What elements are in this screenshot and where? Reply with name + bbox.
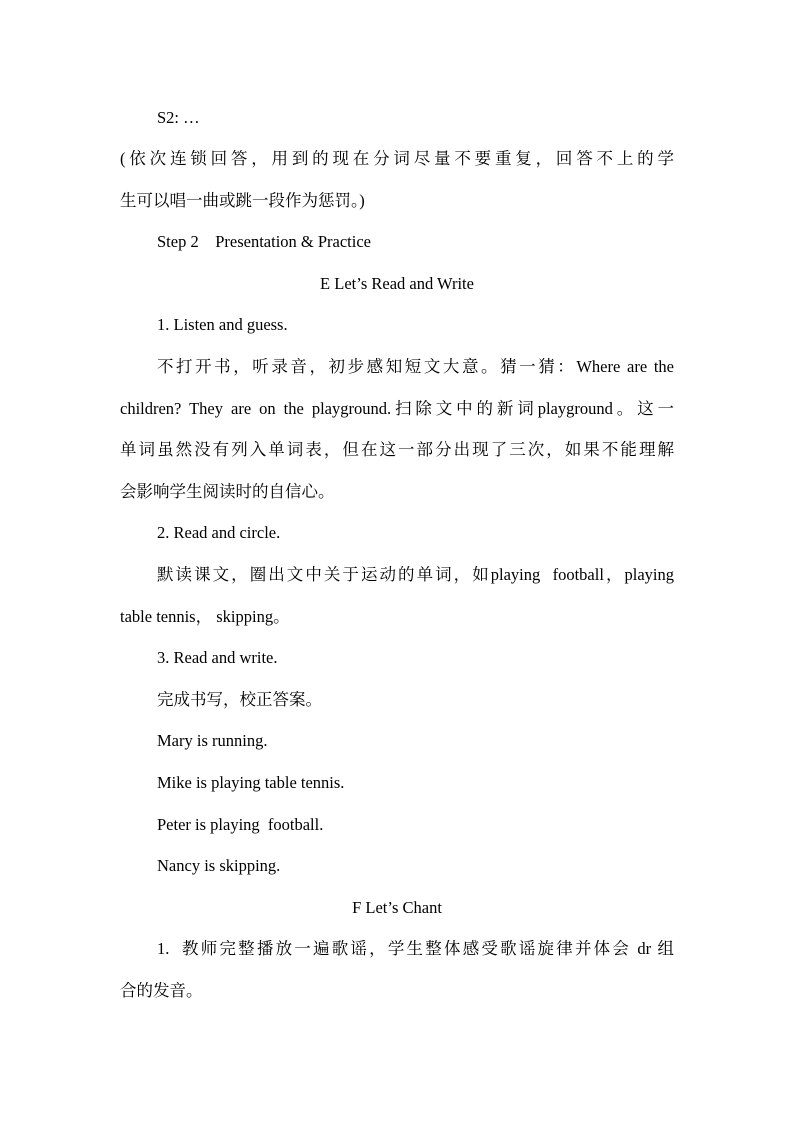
answer-line: Mary is running. xyxy=(157,731,268,750)
paragraph-line: 1. 教师完整播放一遍歌谣，学生整体感受歌谣旋律并体会 dr 组 xyxy=(157,939,674,958)
paragraph-line: 生可以唱一曲或跳一段作为惩罚。) xyxy=(120,191,365,210)
answer-line: Nancy is skipping. xyxy=(157,856,281,875)
answer-line: Mike is playing table tennis. xyxy=(157,773,345,792)
paragraph-line: children? They are on the playground.扫除文中的新词playground。这一 xyxy=(120,399,674,418)
dialogue-line-s2: S2: … xyxy=(157,108,200,127)
paragraph-line: 单词虽然没有列入单词表，但在这一部分出现了三次，如果不能理解 xyxy=(120,440,674,459)
paragraph-line: 合的发音。 xyxy=(120,981,203,1000)
section-heading-e: E Let’s Read and Write xyxy=(320,274,474,293)
answer-line: Peter is playing football. xyxy=(157,815,324,834)
numbered-item-1: 1. Listen and guess. xyxy=(157,315,288,334)
paragraph-line: 会影响学生阅读时的自信心。 xyxy=(120,482,335,501)
paragraph-line: table tennis， skipping。 xyxy=(120,607,290,626)
step-heading: Step 2 Presentation & Practice xyxy=(157,232,371,251)
numbered-item-3: 3. Read and write. xyxy=(157,648,278,667)
paragraph-line: (依次连锁回答，用到的现在分词尽量不要重复，回答不上的学 xyxy=(120,149,674,168)
numbered-item-2: 2. Read and circle. xyxy=(157,523,281,542)
section-heading-f: F Let’s Chant xyxy=(352,898,442,917)
paragraph-line: 完成书写，校正答案。 xyxy=(157,690,322,709)
paragraph-line: 默读课文，圈出文中关于运动的单词，如playing football，playing xyxy=(157,565,674,584)
paragraph-line: 不打开书，听录音，初步感知短文大意。猜一猜：Where are the xyxy=(157,357,674,376)
